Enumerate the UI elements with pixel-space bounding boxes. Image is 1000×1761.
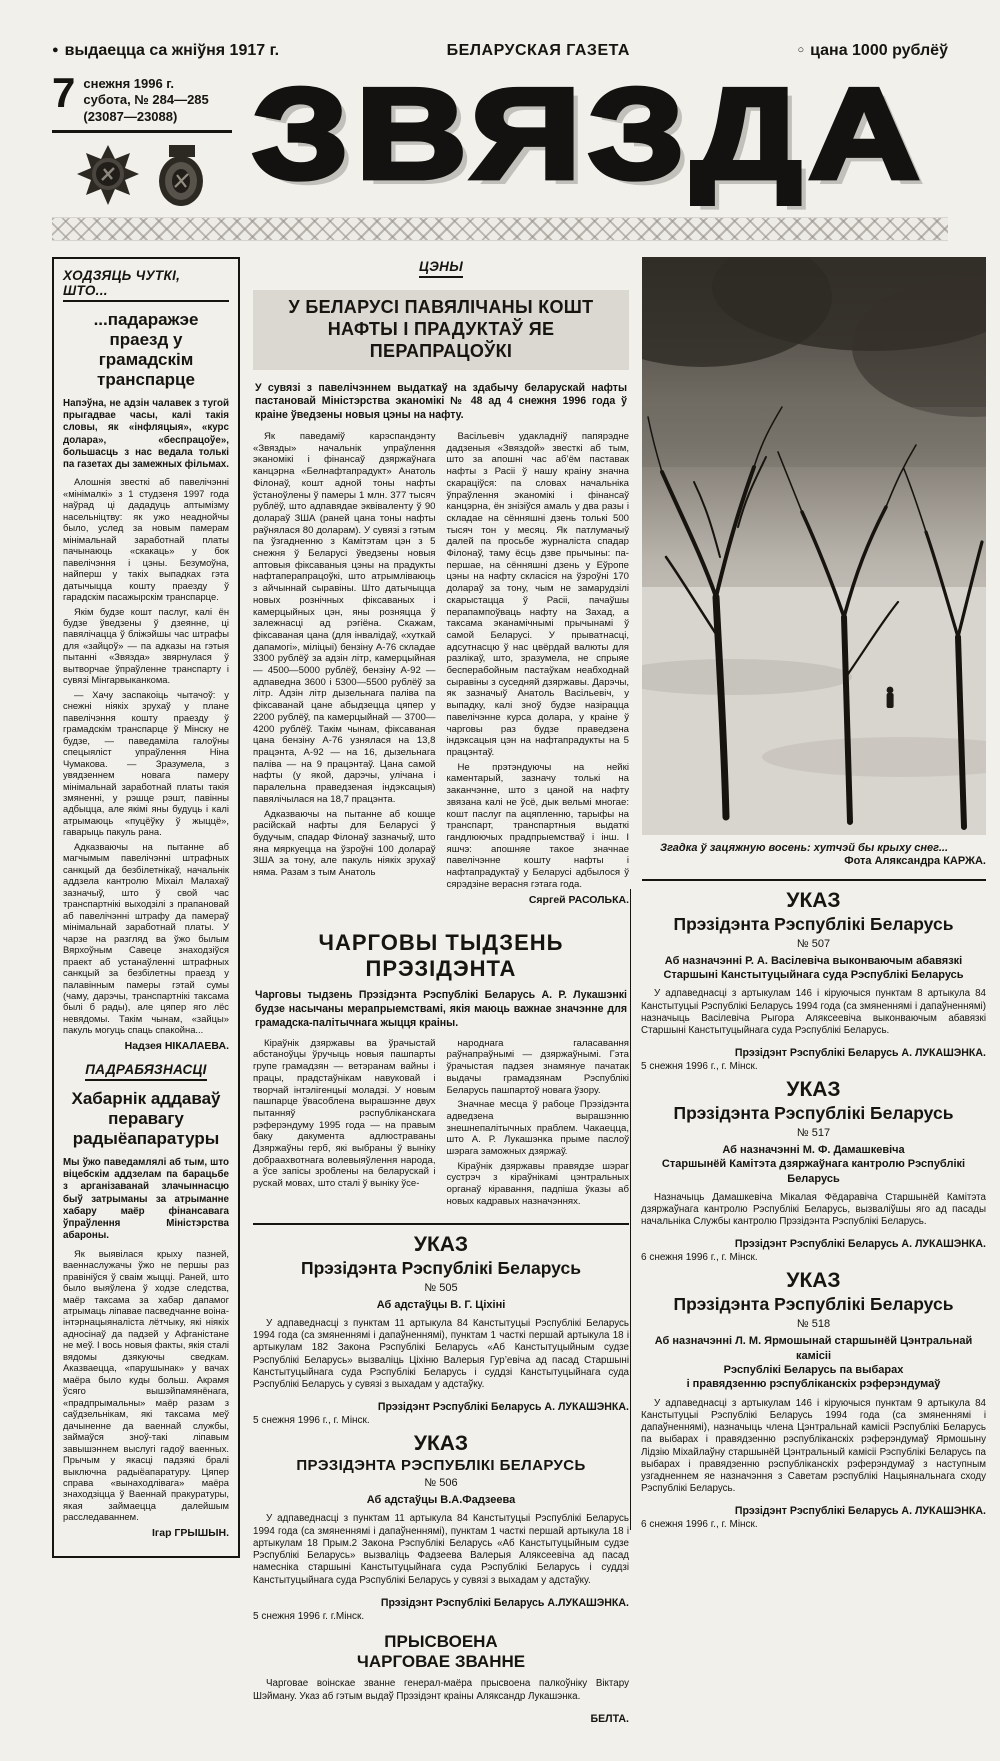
- decree-subtitle: Прэзідэнта Рэспублікі Беларусь: [673, 1103, 954, 1124]
- patriotic-war-order-icon: [77, 143, 139, 207]
- decree-signature: Прэзідэнт Рэспублікі Беларусь А. ЛУКАШЭНКА.: [377, 1401, 629, 1414]
- decree-number: № 518: [796, 1318, 831, 1331]
- decree-subject: [641, 1334, 986, 1391]
- decree-date: 6 снежня 1996 г., г. Мінск.: [641, 1519, 758, 1531]
- decree-title: УКАЗ: [413, 1232, 469, 1256]
- paragraph: Як выявілася крыху пазней, ваеннаслужачы ўжо не першы раз правініўся ў сваім жыцці. Раней, што было выяўлена ў ходзе следства, маёр таксама за хабар дапамог атрымаць ліпавае пасведчанне воіна-інтэрнацыяналіста лётчыку, які ніякіх адносінаў да падзей у Афганістане не меў. І вось новыя факты, якія сталі вядомы дзякуючы сведкам. Аказваецца, «парушынак» у вачах маёра было куды больш. Акрамя ўсяго вышэйпамянёнага, «прадпрымальны» маёр разам з саўдзельнікам, які таксама меў дачыненне да ваеннай службы, займаўся зноў-такі ліпавым завышэннем выслугі гадоў ваенных. Прычым у якасці падзякі бралі выключна радыёапаратуру. Цяпер справа «вынаходлівага» маёра знаходзіцца ў Ваеннай пракуратуры, якая займаецца далейшым расследаваннем.: [63, 1247, 229, 1523]
- paragraph: — Хачу заспакоіць чытачоў: у снежні ніякіх зрухаў у плане павелічэння кошту праезду ў грамадскім транспарце ў Мінску не будзе, — паведаміла галоўны спецыяліст упраўлення Ніна Чумакова. — Зразумела, з увядзеннем новага памеру мінімальнай заработнай платы такія змяненні, у рэшце рэшт, павінны адбыцца, але якімі яны будуць і калі атрымаюць «пуцёўку ў жыццё», гаварыць пакуль рана.: [63, 688, 229, 838]
- decree-subject: Аб адстаўцы В. Г. Ціхіні: [376, 1298, 506, 1311]
- price-text: цана 1000 рублёў: [810, 42, 948, 59]
- paragraph: Кіраўнік дзяржавы ва ўрачыстай абстаноўцы ўручыць новыя пашпарты групе грамадзян — ветэранам вайны і працы, прадстаўнікам навуковай і творчай інтэлігенцыі моладзі. У новым пашпарце ўвасоблена вырашэнне двух пытанняў рэспубліканскага рэферэндуму 1995 года — на правым баку дакумента адлюстраваны Дзяржаўны герб, які выбраны ў выніку добраахвотнага волевыяўлення народа, а ўсе запісы зроблены на беларускай і рускай мовах, што сталі ў выніку ўсе-: [253, 1037, 436, 1190]
- rank-announcement: [253, 1632, 629, 1725]
- decree-number: № 506: [424, 1477, 458, 1490]
- decree-signature: Прэзідэнт Рэспублікі Беларусь А. ЛУКАШЭНКА.: [734, 1047, 986, 1060]
- decree-title: УКАЗ: [786, 1078, 841, 1102]
- week-col-2: [447, 1038, 630, 1211]
- right-column: [642, 257, 986, 1537]
- top-header-row: [52, 0, 948, 60]
- photo-credit: Фота Аляксандра КАРЖА.: [844, 854, 986, 867]
- decree-subject: Аб адстаўцы В.А.Фадзеева: [366, 1494, 516, 1507]
- decree-date: 5 снежня 1996 г. г.Мінск.: [253, 1610, 365, 1622]
- content-columns: [52, 257, 986, 1731]
- rank-title: [253, 1632, 629, 1673]
- subject-line: Аб назначэнні Р. А. Васілевіча выконваючым абавязкі: [664, 954, 963, 967]
- decree-body: У адпаведнасці з артыкулам 146 і кіруючыся пунктам 8 артыкула 84 Канстытуцыі Рэспублікі Беларусь 1994 года (са змяненнямі і дапаўненнямі) назначыць Васілевіча Рыгора Аляксеевіча выконваючым абавязкі Старшыні Канстытуцыйнага суда Рэспублікі Беларусь.: [641, 988, 986, 1037]
- subject-line: Старшыні Канстытуцыйнага суда Рэспублікі Беларусь: [663, 969, 964, 982]
- decree-signature: Прэзідэнт Рэспублікі Беларусь А.ЛУКАШЭНКА.: [380, 1596, 629, 1609]
- rumors-byline: Надзея НІКАЛАЕВА.: [124, 1039, 229, 1052]
- decree-date: 6 снежня 1996 г., г. Мінск.: [641, 1252, 758, 1264]
- rank-byline: БЕЛТА.: [590, 1712, 629, 1725]
- rank-title-line1: ПРЫСВОЕНА: [384, 1631, 498, 1651]
- paragraph: Адказваючы на пытанне аб магчымым павелічэнні штрафных санкцый да безбілетнікаў, начальнік аддзела кантролю Міхаіл Малахаў зазначыў, што ў свой час транспартнікі выходзілі з прапановай аб павелічэнні штрафу да памераў мінімальнай заработнай платы. У чарзе на разгляд ва ўжо былым Вярхоўным Савеце знаходзіўся праект аб устанаўленні штрафных санкцый за безбілетны праезд у палавінным памеры гэтай сумы (чаму, дарэчы, транспартнікі таксама былі б рады), але цяпер яго лёс невядомы. Такім чынам, «зайцы» пакуль могуць спаць спакойна...: [63, 840, 229, 1036]
- red-banner-order-icon: [155, 143, 207, 207]
- center-column: [253, 257, 629, 1731]
- decree-subtitle: ПРЭЗІДЭНТА РЭСПУБЛІКІ БЕЛАРУСЬ: [296, 1457, 586, 1475]
- prices-col-2: [447, 431, 630, 916]
- rank-title-line2: ЧАРГОВАЕ ЗВАННЕ: [356, 1651, 526, 1671]
- paragraph: Алошнія звесткі аб павелічэнні «мінімалкі» з 1 студзеня 1997 года наўрад ці дададуць аптымізму насельніцтву: як ужо неаднойчы было, услед за новым памерам мінімальнай заработнай платы пачынаюць «скакаць» у бок павелічэння і цэны. Безумоўна, найперш у такіх выпадках гэта датычыцца кошту праезду ў гарадскім пасажырскім транспарце.: [63, 476, 229, 603]
- date-lines: [83, 74, 208, 125]
- paragraph: Якім будзе кошт паслуг, калі ён будзе ўведзены ў дзеянне, ці павялічацца ў бліжэйшы час штрафы для «зайцоў» — па адказы на гэтыя пытанні «Звязда» звярнулася ў вытворчае ўпраўленне транспарту і сувязі Мінгарвыканкома.: [63, 605, 229, 686]
- decree-title: УКАЗ: [786, 1269, 841, 1293]
- decree-body: У адпаведнасці з пунктам 11 артыкула 84 Канстытуцыі Рэспублікі Беларусь 1994 года (са змяненнямі і дапаўненнямі), пунктам 1 часткі першай артыкула 18 і артыкулам 18 Прым.2 Закона Рэспублікі Беларусь «Аб Канстытуцыйным судзе Рэспублікі Беларусь» вызваліць Фадзеева Валерыя Аляксеевіча ад пасад намесніка старшыні Канстытуцыйнага суда Рэспублікі Беларусь і суддзі Канстытуцыйнага суда Рэспублікі Беларусь у сувязі з выхадам у адстаўку.: [253, 1513, 629, 1586]
- details-lead: Мы ўжо паведамлялі аб тым, што віцебскім аддзелам па барацьбе з арганізаванай злачыннасцю быў затрыманы за атрыманне хабару маёр фінансавага ўпраўлення Міністэрства абароны.: [63, 1156, 229, 1242]
- decree-body: У адпаведнасці з артыкулам 146 і кіруючыся пунктам 9 артыкула 84 Канстытуцыі Рэспублікі Беларусь 1994 года (са змяненнямі і дапаўненнямі), назначыць члена Цэнтральнай камісіі Рэспублікі Беларусь па выбарах і правядзенню рэспубліканскіх рэферэндумаў Ярмошыну Лідзію Міхайлаўну старшынёй Цэнтральный камісіі Рэспублікі Беларусь па выбарах і правядзенню рэспубліканскіх рэферэндумаў з наступным узгадненнем яе назначэння з Саветам рэспублікі Нацыянальнага сходу Рэспублікі Беларусь.: [641, 1397, 986, 1495]
- decree-subject: [641, 1143, 986, 1186]
- decree-518: [641, 1269, 986, 1530]
- details-kicker: ПАДРАБЯЗНАСЦІ: [85, 1062, 206, 1081]
- subject-line: Рэспублікі Беларусь па выбарах: [723, 1364, 904, 1377]
- newspaper-logo: [232, 61, 948, 206]
- paragraph: народнага галасавання раўнапраўнымі — дзяржаўнымі. Гэта ўрачыстая падзея знамянуе пачатак выдачы грамадзянам Рэспублікі Беларусь пашпартоў новага ўзору.: [446, 1037, 629, 1096]
- paragraph: Адказваючы на пытанне аб кошце расійскай нафты для Беларусі ў будучым, спадар Філонаў зазначыў, што яна мяркуецца на ўзроўні 100 долараў ЗША за тону, але пакуль ніякіх зрухаў няма. Разам з тым Анатоль: [253, 808, 436, 879]
- date-block: [52, 69, 232, 207]
- rumors-lead: Напэўна, не адзін чалавек з тугой прыгадвае часы, калі такія словы, як «інфляцыя», «курс долара», «беспрацоўе», большасць з нас ведала толькі па газетах ды замежных фільмах.: [63, 397, 229, 471]
- rumors-kicker: ХОДЗЯЦЬ ЧУТКІ, ШТО...: [63, 268, 229, 302]
- section-divider: [642, 879, 986, 881]
- paragraph: Кіраўнік дзяржавы правядзе шэраг сустрэч з кіраўнікамі цэнтральных органаў кіравання, падпіша ўказы аб новых кадравых назначэннях.: [446, 1160, 629, 1207]
- section-divider: [253, 1223, 629, 1225]
- details-byline: Ігар ГРЫШЫН.: [151, 1526, 229, 1539]
- paragraph: Не прэтэндуючы на нейкі каментарый, зазначу толькі на заканчэнне, што з цаной на нафту звязана калі не ўсё, дык вельмі многае: кошт паслуг па ацяпленню, тарыфы на транспарт, транспартныя выдаткі гандлюючых прадпрыемстваў і інш. І яшчэ: апошняе такое значнае павелічэнне кошту нафты і нафтапрадуктаў у Беларусі адбылося ў сярэдзіне верасня гэтага года.: [446, 761, 629, 890]
- founded-text: выдаецца са жніўня 1917 г.: [64, 42, 280, 59]
- decree-number: № 505: [424, 1281, 458, 1294]
- decree-title: УКАЗ: [786, 888, 841, 912]
- photo-caption: Згадка ў зацяжную восень: хутчэй бы крыху снег...: [660, 841, 949, 854]
- prices-headline: У БЕЛАРУСІ ПАВЯЛІЧАНЫ КОШТ НАФТЫ І ПРАДУКТАЎ ЯЕ ПЕРАПРАЦОЎКІ: [253, 290, 629, 370]
- paragraph: Васільевіч удакладніў папярэдне дадзеныя «Звяздой» звесткі аб тым, што за апошні час аб’ём паставак нафты з Расіі ў нашу краіну значна скараціўся: па словах начальніка ўпраўлення эканомікі і фінансаў канцэрна, ён знізіўся амаль у два разы і складае на сённяшні дзень толькі 500 тысяч тон у месяц. Як патлумачыў далей па просьбе журналіста спадар Філонаў, таму ёсць дзве прычыны: па-першае, на сённяшні дзень у Еўропе цэны на нафту скласіся на ўзроўні 170 долараў за тону, чым не замарудзілі скарыстацца ў Расіі, пачаўшы перапампоўваць нафту на Захад, а таксама эканамічнымі прычынамі ў самой Беларусі. У прыватнасці, адсутнасцю ў нас цвёрдай валюты для разлікаў, што, зразумела, не спрыяе бесперабойным пастаўкам неабходнай сыравіны з суседняй дзяржавы. Дарэчы, як зазначыў Анатоль Васільевіч, у выпадку, калі зноў будзе назірацца павелічэнне курса долара, у краіне ў чарговы раз будзе праведзена індэксацыя цэн на нафтапрадукты на 5 працэнтаў.: [446, 431, 629, 758]
- subject-line: Аб назначэнні М. Ф. Дамашкевіча: [722, 1144, 905, 1157]
- decree-body: Назначыць Дамашкевіча Мікалая Фёдаравіча Старшынёй Камітэта дзяржаўнага кантролю Рэспублікі Беларусь, вызваліўшы яго ад пасады начальніка Службы кантролю Прэзідэнта Рэспублікі Беларусь.: [641, 1191, 986, 1228]
- decree-subject: [641, 954, 986, 983]
- decree-date: 5 снежня 1996 г., г. Мінск.: [641, 1061, 758, 1073]
- paper-type-label: БЕЛАРУСКАЯ ГАЗЕТА: [446, 42, 630, 59]
- paragraph: Значнае месца ў рабоце Прэзідэнта адведзена вырашэнню знешнепалітычных праблем. Чакаецца, што А. Р. Лукашэнка прыме паслоў шэрага заможных дзяржаў.: [446, 1099, 629, 1158]
- decree-number: № 507: [796, 937, 831, 950]
- date-day: 7: [52, 69, 76, 116]
- prices-lead: У сувязі з павелічэннем выдаткаў на здабычу беларускай нафты пастановай Міністэрства эканомікі № 48 ад 4 снежня 1996 года ў краіне ўведзены новыя цэны на нафту.: [255, 381, 627, 422]
- decree-506: [253, 1432, 629, 1622]
- ornament-strip: [52, 217, 948, 241]
- decree-505: [253, 1233, 629, 1427]
- prices-body-columns: [253, 431, 629, 916]
- president-week-lead: Чарговы тыдзень Прэзідэнта Рэспублікі Беларусь А. Р. Лукашэнкі будзе насычаны мерапрыемствамі, якія маюць важнае значэнне для грамадска-палітычнага жыцця краіны.: [255, 989, 627, 1029]
- decree-body: У адпаведнасці з пунктам 11 артыкула 84 Канстытуцыі Рэспублікі Беларусь 1994 года (са змяненнямі і дапаўненнямі), пунктам 1 часткі першай артыкула 18 і артыкулам 182 Закона Рэспублікі Беларусь «Аб Канстытуцыйным судзе Рэспублікі Беларусь» вызваліць Ціхіню Валерыя Гур’евіча ад пасад Старшыні Канстытуцыйнага суда Рэспублікі Беларусь і суддзі Канстытуцыйнага суда Рэспублікі Беларусь у сувязі з выхадам у адстаўку.: [253, 1317, 629, 1391]
- winter-photo: [642, 257, 986, 835]
- week-col-1: [253, 1038, 436, 1211]
- cumulative-number: (23087—23088): [83, 108, 178, 124]
- date-row: [52, 69, 232, 133]
- medals: [52, 143, 232, 207]
- decree-subtitle: Прэзідэнта Рэспублікі Беларусь: [673, 1294, 954, 1315]
- decree-517: [641, 1078, 986, 1263]
- date-month-year: снежня 1996 г.: [83, 76, 175, 91]
- founded-note: [52, 42, 279, 60]
- decree-subtitle: Прэзідэнта Рэспублікі Беларусь: [673, 913, 954, 934]
- decree-number: № 517: [796, 1127, 831, 1140]
- prices-kicker: ЦЭНЫ: [419, 259, 463, 278]
- prices-byline: Сяргей РАСОЛЬКА.: [528, 894, 629, 907]
- subject-line: Аб назначэнні Л. М. Ярмошынай старшынёй Цэнтральнай камісіі: [654, 1335, 973, 1362]
- decree-signature: Прэзідэнт Рэспублікі Беларусь А. ЛУКАШЭНКА.: [734, 1505, 986, 1518]
- decree-signature: Прэзідэнт Рэспублікі Беларусь А. ЛУКАШЭНКА.: [734, 1238, 986, 1251]
- masthead: [52, 61, 948, 207]
- issue-number: субота, № 284—285: [83, 92, 209, 108]
- details-title: Хабарнік аддаваў перавагу радыёапаратуры: [71, 1088, 221, 1148]
- left-column-box: [52, 257, 240, 1558]
- paragraph: Як паведаміў карэспандэнту «Звязды» начальнік упраўлення эканомікі і фінансаў дзяржаўнага канцэрна «Белнафтапрадукт» Анатоль Філонаў, кошт адной тоны нафты ўстаноўлены ў памеры 1 млн. 377 тысяч рублёў, што адпавядае эквіваленту ў 90 долараў ЗША (раней цана тоны нафты раўнялася 80 доларам). У сувязі з гэтым па ўзгадненню з Камітэтам цэн з 5 снежня ў Беларусі ўведзены новыя аптовыя фіксаваныя цэны на прадукты нафтаперапрацоўкі, што атрымліваюць з айчыннай сыравіны. Што датычыцца новых рознічных фіксаваных і камерцыйных цэн, яны розняцца ў залежнасці ад рэгіёна. Скажам, фіксаваная цана (для інвалідаў, «хуткай дапамогі», міліцыі) бензіну А-76 складае 3300 рублёў за адзін літр, камерцыйная — 4500—5000 рублёў, бензіну А-92 — адпаведна 3600 і 5300—5500 рублёў за літр. Адзін літр дызельнага паліва па фіксаванай цане абыдзецца цяпер у 2200 рублёў, па камерцыйнай — 3700—4200 рублёў. Такім чынам, фіксаваная цана бензіну А-76 узнялася на 13,8 працэнта, А-92 — на 16, дызельнага паліва — на 9 працэнтаў. Цана самой нафты (у якой, дарэчы, улічана і паралельна праведзеная індэксацыя) павялічылася на 18,7 працэнта.: [253, 431, 436, 805]
- logo-title: ЗВЯЗДА: [252, 61, 928, 206]
- rumors-title: ...падаражэе праезд у грамадскім транспарце: [93, 309, 199, 389]
- filled-bullet-icon: ●: [52, 44, 59, 56]
- decree-date: 5 снежня 1996 г., г. Мінск.: [253, 1415, 370, 1427]
- price-note: [797, 42, 948, 60]
- rank-body: Чарговае воінскае званне генерал-маёра прысвоена палкоўніку Віктару Шэйману. Указ аб гэтым выдаў Прэзідэнт краіны Аляксандр Лукашэнка.: [253, 1678, 629, 1702]
- decree-title: УКАЗ: [413, 1432, 469, 1456]
- president-week-headline: ЧАРГОВЫ ТЫДЗЕНЬ ПРЭЗІДЭНТА: [318, 930, 564, 982]
- subject-line: Старшынёй Камітэта дзяржаўнага кантролю Рэспублікі Беларусь: [661, 1158, 966, 1185]
- hollow-bullet-icon: ○: [797, 44, 805, 56]
- decree-subtitle: Прэзідэнта Рэспублікі Беларусь: [301, 1257, 581, 1278]
- prices-col-1: [253, 431, 436, 916]
- decree-507: [641, 889, 986, 1072]
- subject-line: і правядзенню рэспубліканскіх рэферэндумаў: [686, 1378, 941, 1391]
- president-week-columns: [253, 1038, 629, 1211]
- right-decrees-group: [630, 889, 986, 1531]
